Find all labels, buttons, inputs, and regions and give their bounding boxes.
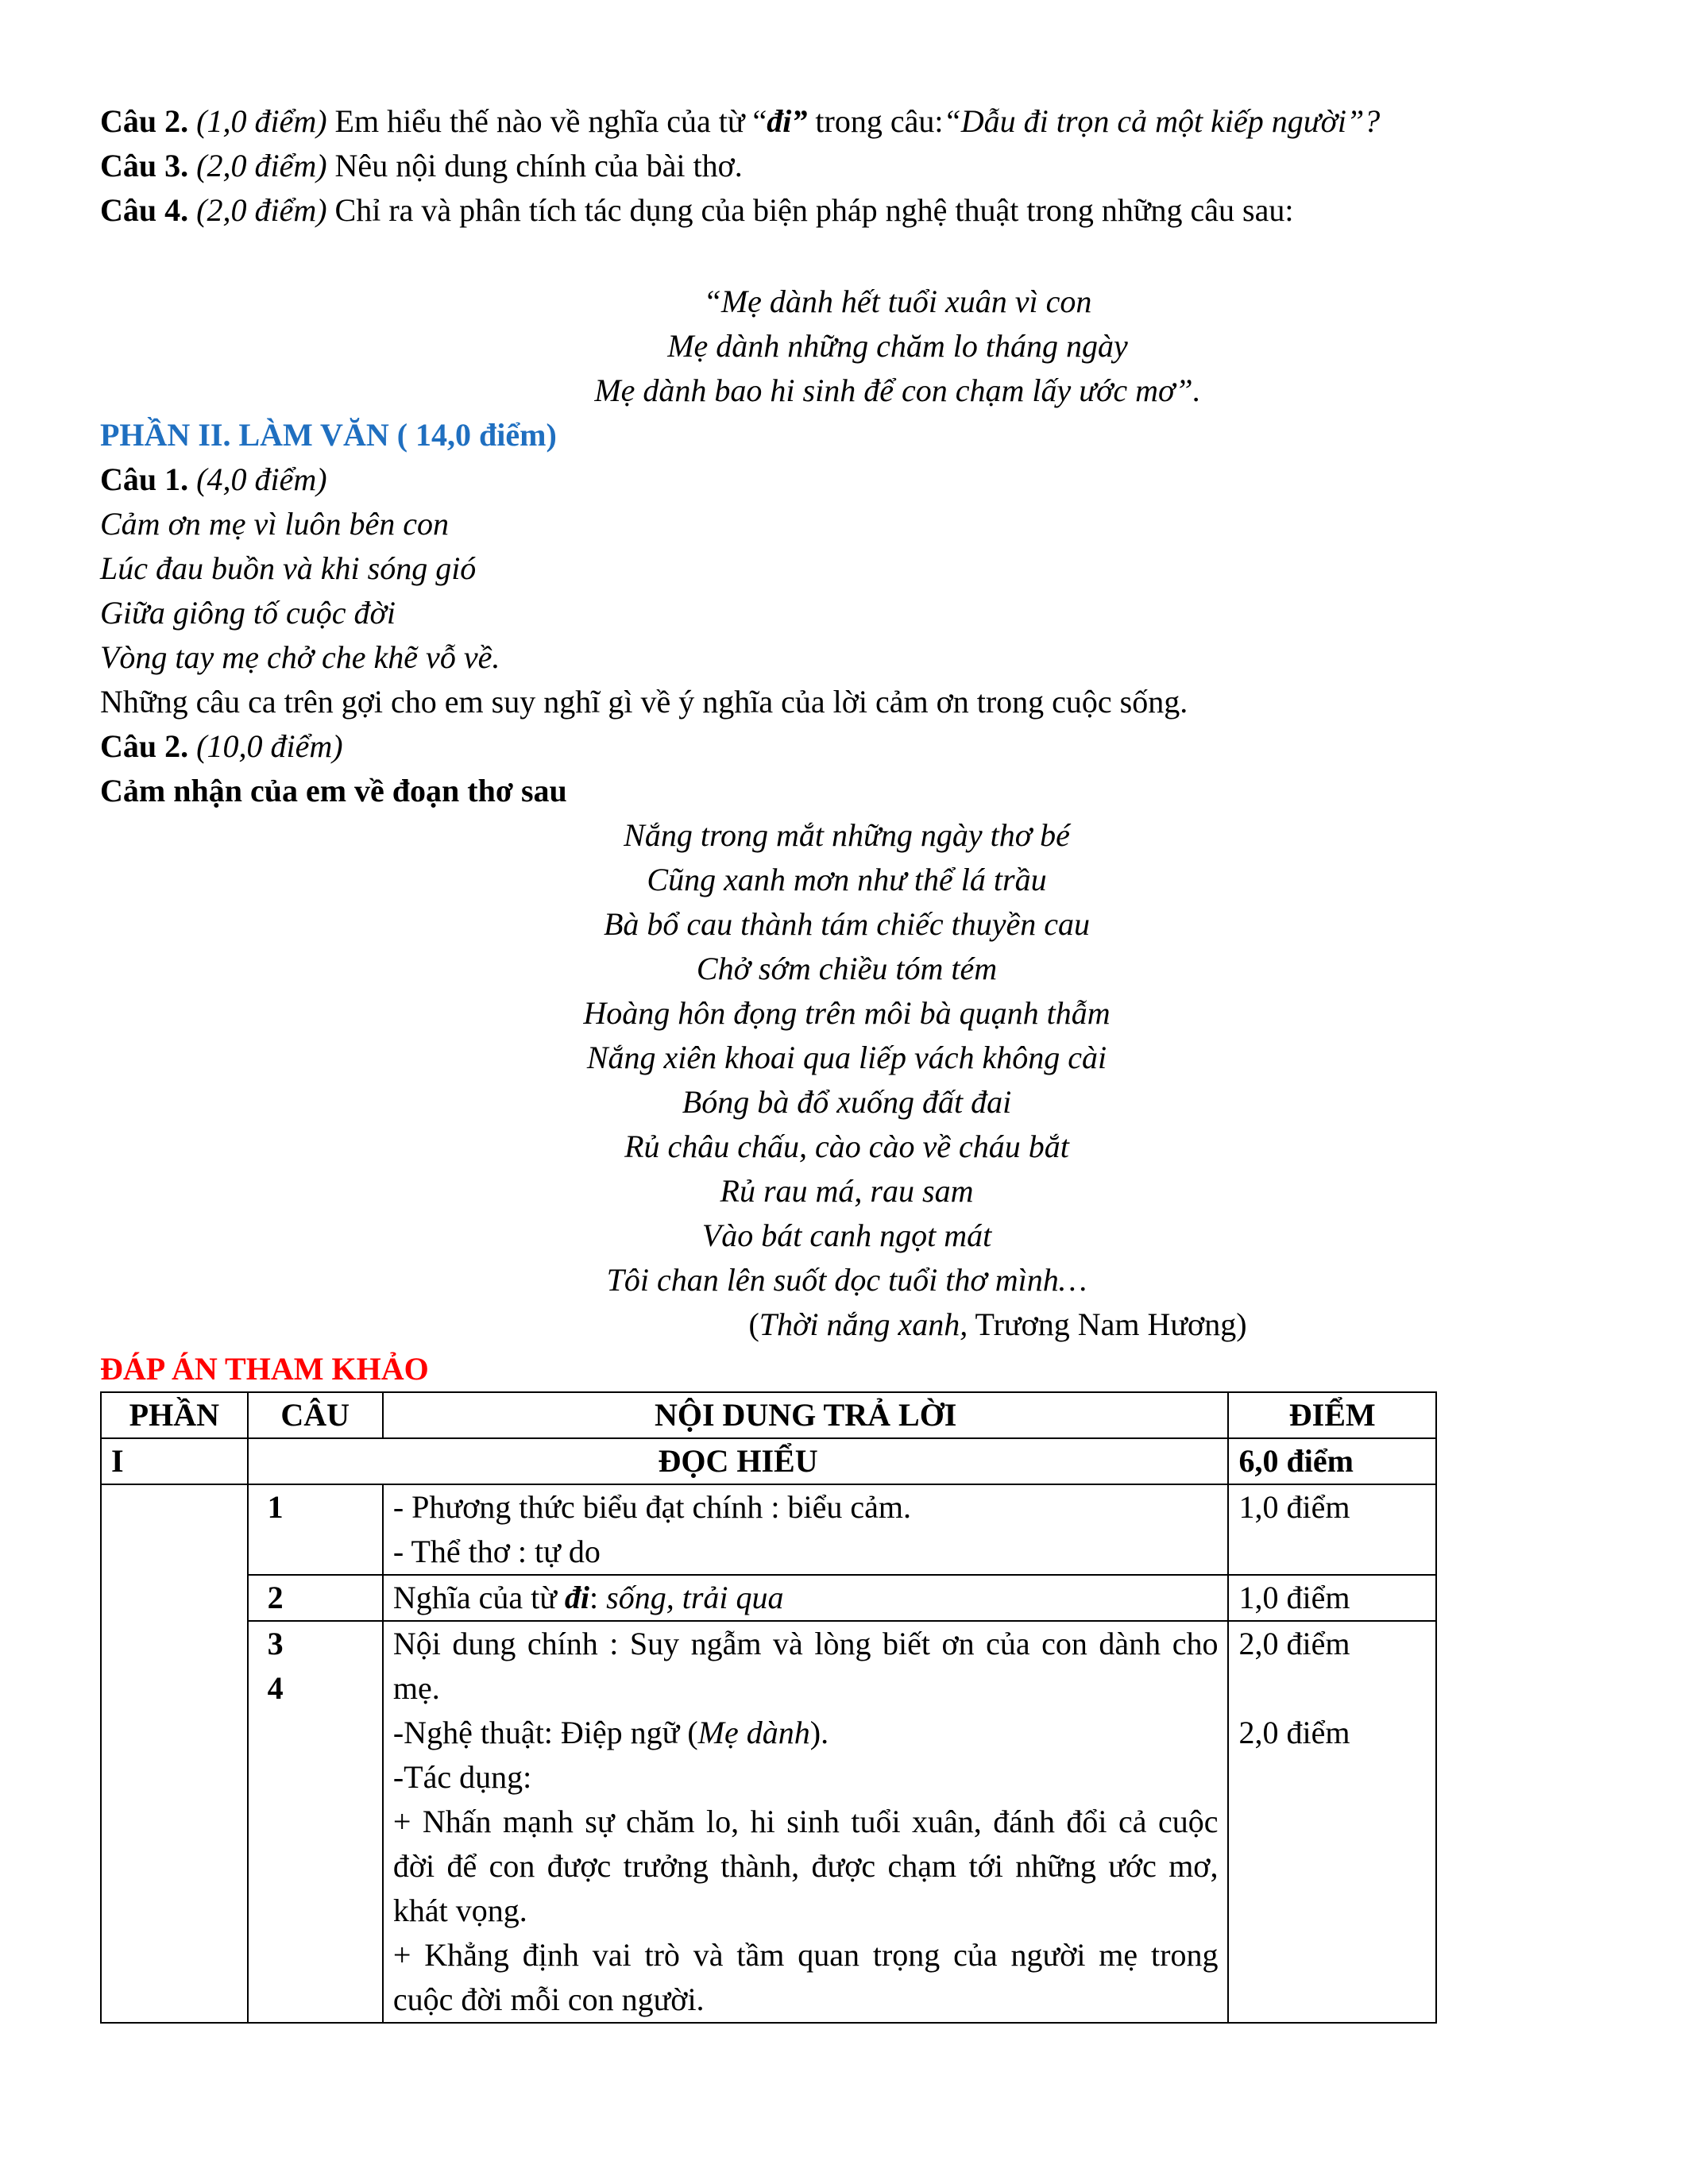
answer-prefix: Nghĩa của từ xyxy=(392,1580,565,1615)
answer-table xyxy=(100,1391,1437,2024)
answer-heading: ĐÁP ÁN THAM KHẢO xyxy=(100,1351,429,1387)
section-score: 6,0 điểm xyxy=(1228,1438,1436,1484)
question-3 xyxy=(100,144,1593,188)
question-number: Câu 4. xyxy=(100,192,189,228)
poem-2 xyxy=(100,813,1593,1302)
section-title: ĐỌC HIỂU xyxy=(248,1438,1229,1484)
question-number: Câu 3. xyxy=(100,148,189,183)
verse-line: Giữa giông tố cuộc đời xyxy=(100,595,396,631)
header-score: ĐIỂM xyxy=(1228,1392,1436,1438)
question-number: Câu 2. xyxy=(100,728,189,764)
effect-2: + Khẳng định vai trò và tầm quan trọng của người mẹ trong cuộc đời mỗi con người. xyxy=(392,1937,1219,2017)
answer-cell xyxy=(383,1575,1229,1621)
poem-line: “Mẹ dành hết tuổi xuân vì con xyxy=(703,284,1092,319)
question-number: Câu 2. xyxy=(100,103,189,139)
answer-line: - Phương thức biểu đạt chính : biểu cảm. xyxy=(392,1489,912,1525)
answer-keyword: đi xyxy=(564,1580,590,1615)
quoted-poem xyxy=(151,280,1644,413)
header-content: NỘI DUNG TRẢ LỜI xyxy=(383,1392,1229,1438)
question-prompt: Cảm nhận của em về đoạn thơ sau xyxy=(100,773,567,808)
poem-line: Tôi chan lên suốt dọc tuổi thơ mình… xyxy=(606,1262,1087,1298)
score-cell: 1,0 điểm xyxy=(1228,1575,1436,1621)
source-open: ( xyxy=(748,1306,759,1342)
effect-1: + Nhấn mạnh sự chăm lo, hi sinh tuổi xuân, đánh đổi cả cuộc đời để con được trưởng thành, được chạm tới những ước mơ, khát vọng. xyxy=(392,1804,1219,1928)
art-suffix: ). xyxy=(809,1715,829,1750)
answer-colon: : xyxy=(589,1580,607,1615)
poem-line: Nắng xiên khoai qua liếp vách không cài xyxy=(586,1040,1107,1075)
question-score: (4,0 điểm) xyxy=(196,461,327,497)
question-score: (2,0 điểm) xyxy=(196,192,327,228)
table-row xyxy=(101,1575,1436,1621)
question-number: Câu 1. xyxy=(100,461,189,497)
header-question: CÂU xyxy=(248,1392,383,1438)
poem-line: Bà bổ cau thành tám chiếc thuyền cau xyxy=(603,906,1091,942)
question-cell xyxy=(248,1621,383,2023)
score-3: 2,0 điểm xyxy=(1238,1626,1350,1661)
question-score: (10,0 điểm) xyxy=(196,728,343,764)
table-row xyxy=(101,1484,1436,1575)
question-text: Em hiểu thế nào về nghĩa của từ “ xyxy=(326,103,767,139)
score-cell: 1,0 điểm xyxy=(1228,1484,1436,1575)
verse-line: Lúc đau buồn và khi sóng gió xyxy=(100,550,477,586)
score-cell xyxy=(1228,1621,1436,2023)
verse-line: Cảm ơn mẹ vì luôn bên con xyxy=(100,506,450,542)
answer-cell xyxy=(383,1621,1229,2023)
question-score: (1,0 điểm) xyxy=(196,103,327,139)
poem-line: Cũng xanh mơn như thể lá trầu xyxy=(647,862,1047,897)
answer-line: - Thể thơ : tự do xyxy=(392,1534,601,1569)
section-number: I xyxy=(101,1438,248,1484)
question-score: (2,0 điểm) xyxy=(196,148,327,183)
question-cell: 2 xyxy=(248,1575,383,1621)
source-title: Thời nắng xanh, xyxy=(759,1306,968,1342)
table-row xyxy=(101,1621,1436,2023)
poem-line: Bóng bà đổ xuống đất đai xyxy=(682,1084,1012,1120)
question-cell: 1 xyxy=(248,1484,383,1575)
effect-label: -Tác dụng: xyxy=(392,1759,532,1795)
score-4: 2,0 điểm xyxy=(1238,1715,1350,1750)
poem-line: Rủ rau má, rau sam xyxy=(720,1173,974,1209)
answer-meaning: sống, trải qua xyxy=(606,1580,784,1615)
poem-line: Chở sớm chiều tóm tém xyxy=(696,951,998,986)
poem-line: Mẹ dành bao hi sinh để con chạm lấy ước mơ”. xyxy=(594,372,1201,408)
table-row xyxy=(101,1438,1436,1484)
poem-line: Nắng trong mắt những ngày thơ bé xyxy=(624,817,1070,853)
part2-question-1 xyxy=(100,457,1593,502)
question-text: Nêu nội dung chính của bài thơ. xyxy=(326,148,743,183)
header-part: PHẦN xyxy=(101,1392,248,1438)
source-author: Trương Nam Hương) xyxy=(968,1306,1247,1342)
poem-line: Mẹ dành những chăm lo tháng ngày xyxy=(667,328,1128,364)
part-2-heading: PHẦN II. LÀM VĂN ( 14,0 điểm) xyxy=(100,417,557,453)
question-prompt: Những câu ca trên gợi cho em suy nghĩ gì về ý nghĩa của lời cảm ơn trong cuộc sống. xyxy=(100,684,1188,720)
verse-line: Vòng tay mẹ chở che khẽ vỗ về. xyxy=(100,639,500,675)
question-quote: “Dẫu đi trọn cả một kiếp người”? xyxy=(943,103,1381,139)
document-page xyxy=(100,99,1593,2024)
art-word: Mẹ dành xyxy=(697,1715,810,1750)
question-text: Chỉ ra và phân tích tác dụng của biện pháp nghệ thuật trong những câu sau: xyxy=(326,192,1294,228)
part2-question-2 xyxy=(100,724,1593,769)
poem-line: Rủ châu chấu, cào cào về cháu bắt xyxy=(624,1129,1069,1164)
part-cell-empty xyxy=(101,1484,248,2023)
question-text-mid: trong câu: xyxy=(807,103,944,139)
question-2 xyxy=(100,99,1593,144)
spacer xyxy=(100,233,1593,280)
answer-art xyxy=(393,1711,1219,1755)
answer-content: Nội dung chính : Suy ngẫm và lòng biết ơn của con dành cho mẹ. xyxy=(392,1626,1219,1706)
poem-source xyxy=(251,1302,1688,1347)
question-number-4: 4 xyxy=(267,1670,284,1706)
art-prefix: -Nghệ thuật: Điệp ngữ ( xyxy=(392,1715,698,1750)
table-header-row xyxy=(101,1392,1436,1438)
poem-line: Hoàng hôn đọng trên môi bà quạnh thẫm xyxy=(583,995,1111,1031)
question-keyword: đi” xyxy=(767,103,808,139)
question-number-3: 3 xyxy=(267,1626,284,1661)
score-spacer xyxy=(1238,1666,1426,1711)
question-4 xyxy=(100,188,1593,233)
poem-line: Vào bát canh ngọt mát xyxy=(701,1217,992,1253)
answer-cell xyxy=(383,1484,1229,1575)
